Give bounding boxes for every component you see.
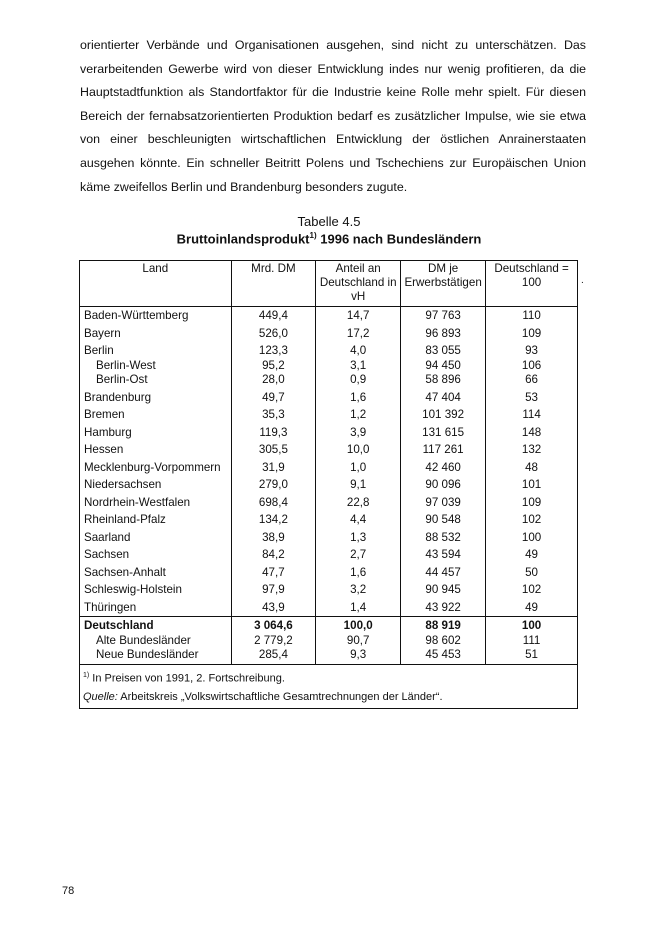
table-cell-mrd — [231, 459, 316, 477]
cell-value: 101 392 — [422, 408, 465, 421]
cell-value: 100 — [521, 619, 542, 632]
table-cell-dm — [401, 511, 486, 529]
table-cell-anteil — [316, 511, 401, 529]
cell-subvalue: 66 — [525, 373, 538, 386]
table-cell-dm — [401, 564, 486, 582]
cell-value: 50 — [525, 565, 538, 579]
cell-value: 43 594 — [425, 548, 461, 561]
cell-subvalue: Alte Bundesländer — [96, 633, 191, 647]
cell-value: 114 — [522, 408, 541, 421]
cell-value: 1,6 — [350, 565, 367, 579]
table-row — [80, 441, 578, 459]
table-cell-dm — [401, 476, 486, 494]
cell-value: 90 096 — [425, 478, 461, 491]
cell-value: 53 — [525, 390, 538, 404]
table-cell-index — [486, 564, 578, 582]
table-cell-land — [80, 342, 232, 389]
cell-value: 3,9 — [350, 425, 367, 439]
cell-subvalue: 90,7 — [346, 633, 370, 647]
cell-value: 44 457 — [425, 565, 461, 579]
cell-value: 1,0 — [350, 460, 367, 474]
table-cell-dm — [401, 494, 486, 512]
footnote — [80, 664, 578, 686]
cell-value: 10,0 — [346, 443, 370, 456]
table-cell-mrd — [231, 406, 316, 424]
table-cell-mrd — [231, 511, 316, 529]
cell-subvalue: 45 453 — [425, 648, 461, 661]
cell-value: 93 — [525, 344, 538, 357]
table-cell-mrd — [231, 599, 316, 617]
table-cell-anteil — [316, 441, 401, 459]
cell-subvalue: 58 896 — [425, 373, 461, 386]
table-cell-anteil — [316, 529, 401, 547]
cell-value: 117 261 — [422, 443, 464, 456]
cell-value: 449,4 — [258, 309, 288, 322]
cell-subvalue: 3,1 — [350, 358, 367, 372]
cell-value: Sachsen — [84, 548, 130, 561]
cell-value: Saarland — [84, 530, 131, 544]
table-row — [80, 546, 578, 564]
cell-subvalue: 94 450 — [425, 358, 461, 372]
table-cell-land — [80, 307, 232, 325]
table-cell-anteil — [316, 389, 401, 407]
source-label: Quelle: — [83, 691, 118, 704]
table-row — [80, 406, 578, 424]
table-row — [80, 511, 578, 529]
table-row — [80, 424, 578, 442]
cell-subvalue: Neue Bundesländer — [96, 648, 199, 661]
table-cell-index — [486, 511, 578, 529]
cell-value: 83 055 — [425, 344, 461, 357]
table-title — [79, 231, 579, 246]
cell-value: Rheinland-Pfalz — [84, 513, 166, 526]
cell-value: 47 404 — [425, 390, 461, 404]
cell-value: 9,1 — [350, 478, 367, 491]
table-cell-index — [486, 424, 578, 442]
table-cell-mrd — [231, 476, 316, 494]
table-cell-dm — [401, 529, 486, 547]
table-cell-anteil — [316, 564, 401, 582]
cell-subvalue: 106 — [521, 358, 542, 372]
cell-value: 22,8 — [346, 495, 370, 509]
cell-value: Hamburg — [84, 425, 132, 439]
table-cell-dm — [401, 546, 486, 564]
table-cell-anteil — [316, 459, 401, 477]
cell-value: 110 — [522, 309, 541, 322]
cell-value: 48 — [525, 460, 538, 474]
table-number: Tabelle 4.5 — [297, 214, 361, 229]
table-cell-dm — [401, 441, 486, 459]
table-cell-index — [486, 617, 578, 665]
header-anteil: Anteil an Deutschland in vH — [316, 261, 401, 307]
cell-value: 47,7 — [262, 565, 285, 579]
cell-value: 4,4 — [350, 513, 367, 526]
table-cell-anteil — [316, 342, 401, 389]
cell-value: 90 548 — [425, 513, 461, 526]
cell-value: 14,7 — [346, 309, 370, 322]
cell-value: 279,0 — [258, 478, 288, 491]
cell-value: Brandenburg — [84, 390, 152, 404]
table-row — [80, 459, 578, 477]
table-cell-dm — [401, 325, 486, 343]
cell-value: 123,3 — [258, 344, 288, 357]
table-cell-index — [486, 494, 578, 512]
footnote-row — [80, 664, 578, 686]
table-cell-anteil — [316, 476, 401, 494]
cell-value: 97 763 — [425, 309, 461, 322]
stray-dot: . — [581, 275, 584, 286]
cell-subvalue: 9,3 — [350, 648, 367, 661]
table-title-main: Bruttoinlandsprodukt — [176, 231, 310, 247]
table-cell-land — [80, 564, 232, 582]
table-title-rest: 1996 nach Bundesländern — [316, 231, 482, 247]
table-cell-mrd — [231, 342, 316, 389]
cell-value: 109 — [521, 326, 542, 340]
cell-value: 132 — [521, 443, 542, 456]
table-row — [80, 325, 578, 343]
footnote-text: In Preisen von 1991, 2. Fortschreibung. — [89, 672, 285, 685]
table-cell-index — [486, 529, 578, 547]
table-row — [80, 494, 578, 512]
table-cell-anteil — [316, 424, 401, 442]
table-cell-mrd — [231, 325, 316, 343]
cell-value: 97,9 — [262, 583, 285, 596]
cell-value: Baden-Württemberg — [84, 309, 189, 322]
cell-value: 1,4 — [350, 600, 367, 614]
table-row — [80, 529, 578, 547]
table-cell-land — [80, 599, 232, 617]
cell-value: Berlin — [84, 344, 114, 357]
table-cell-mrd — [231, 617, 316, 665]
header-deutschland-100: Deutschland = 100 — [486, 261, 578, 307]
table-cell-anteil — [316, 494, 401, 512]
table-title-footnote-mark: 1) — [309, 231, 317, 240]
table-cell-index — [486, 389, 578, 407]
table-cell-dm — [401, 459, 486, 477]
header-land: Land — [80, 261, 232, 307]
table-cell-land — [80, 581, 232, 599]
table-cell-index — [486, 476, 578, 494]
cell-value: Bayern — [84, 326, 121, 340]
cell-subvalue: Berlin-West — [96, 358, 156, 372]
cell-value: Deutschland — [84, 619, 154, 632]
table-row — [80, 476, 578, 494]
table-cell-anteil — [316, 599, 401, 617]
cell-subvalue: 2 779,2 — [254, 633, 293, 647]
cell-value: 38,9 — [262, 530, 285, 544]
table-cell-land — [80, 459, 232, 477]
cell-value: Niedersachsen — [84, 478, 162, 491]
table-cell-index — [486, 342, 578, 389]
source-text: Arbeitskreis „Volkswirtschaftliche Gesamtrechnungen der Länder“. — [117, 691, 443, 704]
table-cell-land — [80, 511, 232, 529]
table-body — [80, 307, 578, 665]
table-row — [80, 307, 578, 325]
table-cell-dm — [401, 617, 486, 665]
cell-value: 96 893 — [425, 326, 461, 340]
cell-value: 131 615 — [422, 425, 465, 439]
page-number: 78 — [62, 885, 75, 897]
cell-value: 43 922 — [425, 600, 461, 614]
cell-subvalue: 28,0 — [262, 373, 285, 386]
cell-value: 1,2 — [350, 408, 367, 421]
cell-value: 88 919 — [425, 619, 461, 632]
cell-value: 526,0 — [258, 326, 288, 340]
cell-value: Schleswig-Holstein — [84, 583, 182, 596]
table-cell-mrd — [231, 494, 316, 512]
cell-value: Hessen — [84, 443, 124, 456]
cell-value: 35,3 — [262, 408, 285, 421]
table-cell-dm — [401, 389, 486, 407]
table-cell-anteil — [316, 617, 401, 665]
table-cell-mrd — [231, 564, 316, 582]
cell-value: 4,0 — [350, 344, 367, 357]
cell-value: 119,3 — [259, 425, 288, 439]
cell-value: Nordrhein-Westfalen — [84, 495, 191, 509]
header-mrd-dm: Mrd. DM — [231, 261, 316, 307]
source-note — [80, 686, 578, 709]
cell-subvalue: 111 — [522, 633, 541, 647]
cell-value: 100 — [521, 530, 542, 544]
table-cell-index — [486, 599, 578, 617]
cell-value: 17,2 — [346, 326, 370, 340]
table-cell-anteil — [316, 581, 401, 599]
cell-value: 88 532 — [425, 530, 461, 544]
table-cell-anteil — [316, 325, 401, 343]
table-cell-index — [486, 406, 578, 424]
table-cell-mrd — [231, 581, 316, 599]
table-cell-land — [80, 424, 232, 442]
cell-value: 102 — [521, 583, 542, 596]
table-cell-dm — [401, 581, 486, 599]
cell-value: 148 — [521, 425, 542, 439]
table-row — [80, 617, 578, 665]
cell-value: 43,9 — [262, 600, 285, 614]
cell-value: Mecklenburg-Vorpommern — [84, 460, 221, 474]
cell-value: Thüringen — [84, 600, 137, 614]
table-cell-land — [80, 389, 232, 407]
cell-subvalue: Berlin-Ost — [96, 373, 148, 386]
table-cell-land — [80, 494, 232, 512]
table-header-row — [80, 261, 578, 307]
footnote-mark: 1) — [83, 671, 90, 679]
table-cell-land — [80, 441, 232, 459]
table-cell-mrd — [231, 389, 316, 407]
table-cell-anteil — [316, 307, 401, 325]
table-cell-index — [486, 459, 578, 477]
cell-value: 109 — [521, 495, 542, 509]
cell-value: 1,6 — [350, 390, 367, 404]
cell-value: 100,0 — [343, 619, 373, 632]
table-row — [80, 389, 578, 407]
cell-subvalue: 95,2 — [262, 358, 285, 372]
cell-value: 102 — [521, 513, 542, 526]
table-cell-land — [80, 406, 232, 424]
cell-value: 42 460 — [425, 460, 461, 474]
table-cell-dm — [401, 342, 486, 389]
cell-value: 2,7 — [350, 548, 367, 561]
table-cell-mrd — [231, 546, 316, 564]
table-cell-dm — [401, 307, 486, 325]
cell-subvalue: 51 — [525, 648, 538, 661]
cell-subvalue: 98 602 — [425, 633, 461, 647]
table-cell-dm — [401, 406, 486, 424]
table-cell-land — [80, 325, 232, 343]
cell-value: 49,7 — [262, 390, 285, 404]
cell-value: 3 064,6 — [254, 619, 293, 632]
table-row — [80, 564, 578, 582]
table-cell-index — [486, 307, 578, 325]
cell-value: 1,3 — [350, 530, 367, 544]
cell-subvalue: 0,9 — [350, 373, 367, 386]
table-row — [80, 599, 578, 617]
table-cell-land — [80, 546, 232, 564]
cell-subvalue: 285,4 — [258, 648, 288, 661]
table-cell-mrd — [231, 424, 316, 442]
source-row — [80, 686, 578, 709]
cell-value: 3,2 — [350, 583, 367, 596]
table-cell-land — [80, 476, 232, 494]
cell-value: 698,4 — [258, 495, 288, 509]
cell-value: 90 945 — [425, 583, 461, 596]
cell-value: Bremen — [84, 408, 125, 421]
cell-value: 84,2 — [262, 548, 285, 561]
table-row — [80, 342, 578, 389]
cell-value: 31,9 — [262, 460, 285, 474]
cell-value: Sachsen-Anhalt — [84, 565, 166, 579]
cell-value: 305,5 — [258, 443, 288, 456]
cell-value: 49 — [525, 600, 538, 614]
body-paragraph: orientierter Verbände und Organisationen ausgehen, sind nicht zu unterschätzen. Das verarbeitenden Gewerbe wird von dieser Entwicklung indes nur wenig profitieren, da die Hauptstadtfunktion als Standortfaktor für die Industrie keine Rolle mehr spielt. Für diesen Bereich der fernabsatzorientierten Produktion bedarf es zusätzlicher Impulse, wie sie etwa von einer beschleunigten wirtschaftlichen Entwicklung der östlichen Anrainerstaaten ausgehen könnte. Ein schneller Beitritt Polens und Tschechiens zur Europäischen Union käme zweifellos Berlin und Brandenburg besonders zugute. — [80, 38, 586, 194]
table-cell-index — [486, 441, 578, 459]
table-cell-anteil — [316, 406, 401, 424]
table-row — [80, 581, 578, 599]
table-cell-anteil — [316, 546, 401, 564]
table-cell-mrd — [231, 529, 316, 547]
table-cell-land — [80, 617, 232, 665]
table-cell-dm — [401, 599, 486, 617]
table-cell-index — [486, 546, 578, 564]
cell-value: 134,2 — [258, 513, 288, 526]
gdp-table — [79, 260, 578, 709]
table-cell-index — [486, 325, 578, 343]
cell-value: 49 — [525, 548, 538, 561]
header-dm-je-erwerbstaetigen: DM je Erwerbstätigen — [401, 261, 486, 307]
table-cell-land — [80, 529, 232, 547]
table-cell-mrd — [231, 307, 316, 325]
table-cell-dm — [401, 424, 486, 442]
cell-value: 97 039 — [425, 495, 461, 509]
cell-value: 101 — [521, 478, 542, 491]
table-cell-index — [486, 581, 578, 599]
table-cell-mrd — [231, 441, 316, 459]
